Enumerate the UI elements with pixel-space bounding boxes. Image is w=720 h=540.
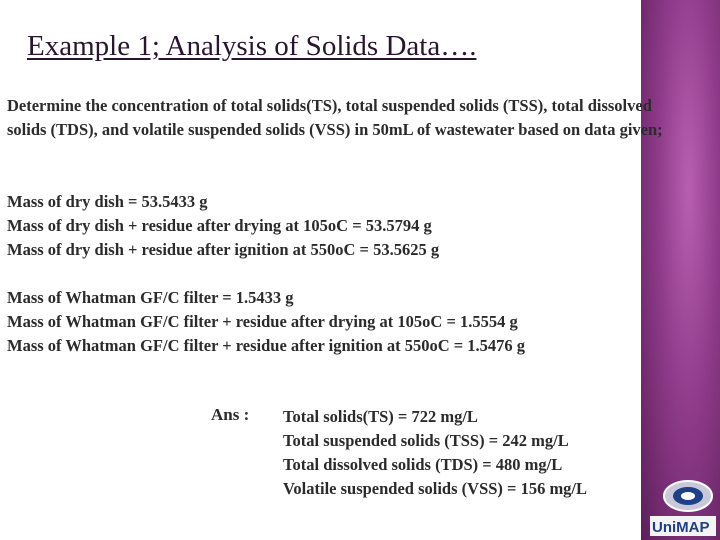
answer-label: Ans :: [211, 405, 250, 424]
answer-line: Total suspended solids (TSS) = 242 mg/L: [283, 431, 569, 450]
filter-line: Mass of Whatman GF/C filter + residue after drying at 105oC = 1.5554 g: [7, 312, 518, 331]
answer-line: Volatile suspended solids (VSS) = 156 mg/L: [283, 479, 588, 498]
answer-line: Total dissolved solids (TDS) = 480 mg/L: [283, 455, 563, 474]
slide-title: Example 1; Analysis of Solids Data….: [27, 30, 477, 62]
answers-block: [283, 405, 587, 501]
dish-line: Mass of dry dish + residue after ignition at 550oC = 53.5625 g: [7, 240, 440, 259]
filter-line: Mass of Whatman GF/C filter + residue after ignition at 550oC = 1.5476 g: [7, 336, 526, 355]
filter-data: [7, 286, 525, 358]
dish-line: Mass of dry dish = 53.5433 g: [7, 192, 208, 211]
answer-line: Total solids(TS) = 722 mg/L: [283, 407, 478, 426]
problem-statement: Determine the concentration of total solids(TS), total suspended solids (TSS), total dissolved solids (TDS), and volatile suspended solids (VSS) in 50mL of wastewater based on data given;: [7, 96, 663, 139]
dish-line: Mass of dry dish + residue after drying at 105oC = 53.5794 g: [7, 216, 432, 235]
decorative-sidebar: [641, 0, 720, 540]
dish-data: [7, 190, 439, 262]
filter-line: Mass of Whatman GF/C filter = 1.5433 g: [7, 288, 294, 307]
unimap-logo: [650, 478, 716, 536]
logo-text: UniMAP: [652, 519, 710, 536]
